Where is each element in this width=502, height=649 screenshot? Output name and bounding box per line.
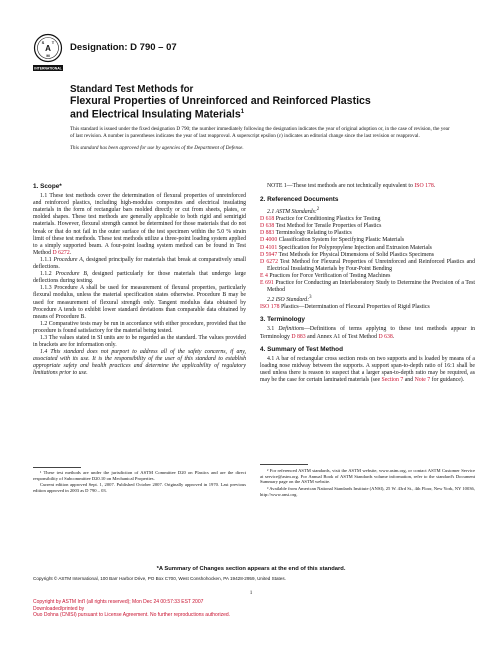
astm-ref-code[interactable]: D 883 [260, 230, 275, 237]
iso-ref-code[interactable]: ISO 178 [260, 304, 280, 311]
svg-text:T: T [51, 40, 55, 45]
footnotes-left [33, 470, 246, 495]
footnote-1: ¹ These test methods are under the jurisdiction of ASTM Committee D20 on Plastics and are the direct responsibility of Subcommittee D20.10 on Mechanical Properties. [33, 470, 246, 481]
paragraph-4-1: 4.1 A bar of rectangular cross section rests on two supports and is loaded by means of a loading nose midway between the supports. A support span-to-depth ratio of 16:1 shall be used unless there is reason to suspect that a larger span-to-depth ratio may be required, as may be the case for certain laminated materials (see Section 7 and Note 7 for guidance). [260, 355, 475, 383]
footnote-2: ² For referenced ASTM standards, visit the ASTM website, www.astm.org, or contact ASTM Customer Service at service@astm.org. For Annual Book of ASTM Standards volume information, refer to the standard's Document Summary page on the ASTM website. [260, 468, 475, 485]
astm-ref-code[interactable]: E 4 [260, 272, 268, 279]
reference-title: Specification for Polypropylene Injection and Extrusion Materials [278, 244, 432, 251]
astm-logo [33, 33, 63, 75]
ref-link-note-7[interactable]: Note 7 [414, 377, 431, 383]
subheading-iso-standard: 2.2 ISO Standard:$^3$ [267, 295, 312, 304]
reference-title: Classification System for Specifying Plastic Materials [278, 237, 405, 244]
download-line-2: Downloaded/printed by [33, 605, 85, 612]
download-notice [33, 599, 473, 619]
section-heading-scope: 1. Scope* [33, 183, 62, 190]
page-number: 1 [249, 590, 253, 596]
title-line-2: and Electrical Insulating Materials$^1$ [70, 108, 245, 121]
designation: Designation: D 790 – 07 [70, 42, 177, 53]
reference-item [260, 304, 475, 311]
reference-title: Terminology Relating to Plastics [275, 230, 352, 237]
reference-title: Practice for Conducting an Interlaboratory Study to Determine the Precision of a Test Method [267, 280, 475, 294]
footnote-3: ³ Available from American National Standards Institute (ANSI), 25 W. 43rd St., 4th Floor, New York, NY 10036, http://www.ansi.org. [260, 486, 475, 497]
subheading-astm-standards: 2.1 ASTM Standards:$^2$ [267, 207, 320, 216]
footnotes-right [260, 468, 475, 499]
right-column [260, 183, 475, 384]
copyright-line: Copyright © ASTM International, 100 Barr Harbor Drive, PO Box C700, West Conshohocken, PA 19428-2959, United States. [33, 576, 286, 581]
reference-title: Test Method for Tensile Properties of Plastics [275, 223, 382, 230]
paragraph-3-1: 3.1 Definitions—Definitions of terms applying to these test methods appear in Terminology D 883 and Annex A1 of Test Method D 638. [260, 326, 475, 340]
astm-ref-code[interactable]: D 6272 [260, 258, 278, 265]
reference-title: Practices for Force Verification of Testing Machines [269, 272, 391, 279]
title-footnote-mark: 1 [240, 109, 245, 115]
reference-item [260, 259, 475, 273]
standard-label: Standard Test Methods for [70, 84, 194, 95]
reference-title: Plastics—Determination of Flexural Properties of Rigid Plastics [280, 304, 430, 311]
paragraph-1-1: 1.1 These test methods cover the determination of flexural properties of unreinforced and reinforced plastics, including high-modulus composites and electrical insulating materials in the form of rectangular bars molded directly or cut from sheets, plates, or molded shapes. These test methods are generally applicable to both rigid and semirigid materials. However, flexural strength cannot be determined for those materials that do not break or that do not fail in the outer surface of the test specimen within the 5.0 % strain limit of these test methods. These test methods utilize a three-point loading system applied to a simply supported beam. A four-point loading system method can be found in Test Method D 6272. [33, 193, 246, 256]
astm-reference-list [260, 216, 475, 294]
astm-ref-code[interactable]: D 4101 [260, 244, 278, 251]
reference-item [260, 237, 475, 244]
svg-text:S: S [41, 40, 45, 45]
footnote-1b: Current edition approved Sept. 1, 2007. Published October 2007. Originally approved in 1970. Last previous edition approved in 2003 as D 790 – 03. [33, 482, 246, 494]
title-line-1: Flexural Properties of Unreinforced and Reinforced Plastics [70, 94, 371, 107]
paragraph-1-3: 1.3 The values stated in SI units are to be regarded as the standard. The values provided in brackets are for information only. [33, 334, 246, 349]
reference-title: Test Method for Flexural Properties of Unreinforced and Reinforced Plastics and Electrical Insulating Materials by Four-Point Bending [267, 258, 475, 272]
ref-link-iso178[interactable]: ISO 178 [414, 183, 434, 189]
download-line-1: Copyright by ASTM Int'l (all rights reserved); Mon Dec 24 00:57:33 EST 2007 [33, 599, 204, 605]
summary-of-changes-notice: *A Summary of Changes section appears at the end of this standard. [156, 566, 346, 572]
ref-link-section-7[interactable]: Section 7 [381, 377, 404, 383]
paragraph-1-1-1: 1.1.1 Procedure A, designed principally for materials that break at comparatively small deflections. [33, 256, 247, 271]
reference-item [260, 252, 475, 259]
section-heading-referenced-documents: 2. Referenced Documents [260, 196, 339, 204]
note-1: NOTE 1—These test methods are not technically equivalent to ISO 178. [267, 183, 436, 189]
ref-link-d6272[interactable]: D 6272 [52, 249, 70, 256]
download-line-3: Ouo Dohna (CNISI) pursuant to License Agreement. No further reproductions authorized. [33, 612, 231, 619]
reference-item [260, 273, 475, 280]
iso-reference-list [260, 304, 475, 311]
svg-text:A: A [45, 44, 51, 53]
paragraph-1-1-3: 1.1.3 Procedure A shall be used for measurement of flexural properties, particularly flexural modulus, unless the material specification states otherwise. Procedure B may be used for measurement of flexural strength only. Tangent modulus data obtained by Procedure A tends to exhibit lower standard deviations than comparable data obtained by means of Procedure B. [33, 285, 246, 320]
section-heading-summary: 4. Summary of Test Method [260, 345, 343, 353]
reference-item [260, 223, 475, 230]
logo-text: INTERNATIONAL [34, 66, 62, 71]
astm-ref-code[interactable]: D 618 [260, 216, 275, 223]
astm-ref-code[interactable]: D 638 [260, 223, 275, 230]
ref-link-d638[interactable]: D 638 [378, 333, 393, 340]
section-heading-terminology: 3. Terminology [260, 316, 305, 324]
reference-item [260, 245, 475, 252]
ref-link-d883[interactable]: D 883 [291, 333, 306, 340]
astm-ref-code[interactable]: D 5947 [260, 251, 278, 258]
approval-note: This standard has been approved for use by agencies of the Department of Defense. [70, 145, 244, 152]
paragraph-1-2: 1.2 Comparative tests may be run in accordance with either procedure, provided that the procedure is found satisfactory for the material being tested. [33, 320, 246, 334]
paragraph-1-1-2: 1.1.2 Procedure B, designed particularly for those materials that undergo large deflections during testing. [33, 271, 246, 285]
astm-ref-code[interactable]: D 4000 [260, 237, 278, 244]
title-block [70, 84, 470, 151]
left-column [33, 183, 246, 378]
issue-note: This standard is issued under the fixed designation D 790; the number immediately following the designation indicates the year of original adoption or, in the case of revision, the year of last revision. A number in parentheses indicates the year of last reapproval. A superscript epsilon (ε) indicates an editorial change since the last revision or reapproval. [70, 126, 450, 139]
reference-item [260, 280, 475, 294]
reference-title: Test Methods for Physical Dimensions of Solid Plastics Specimens [278, 251, 435, 258]
reference-title: Practice for Conditioning Plastics for Testing [275, 216, 381, 223]
footnote-divider-left [33, 467, 81, 468]
astm-ref-code[interactable]: E 691 [260, 280, 274, 287]
footnote-divider-right [260, 464, 308, 465]
svg-text:M: M [46, 53, 50, 58]
paragraph-1-4: 1.4 This standard does not purport to address all of the safety concerns, if any, associated with its use. It is the responsibility of the user of this standard to establish appropriate safety and health practices and determine the applicability of regulatory limitations prior to use. [33, 349, 246, 377]
